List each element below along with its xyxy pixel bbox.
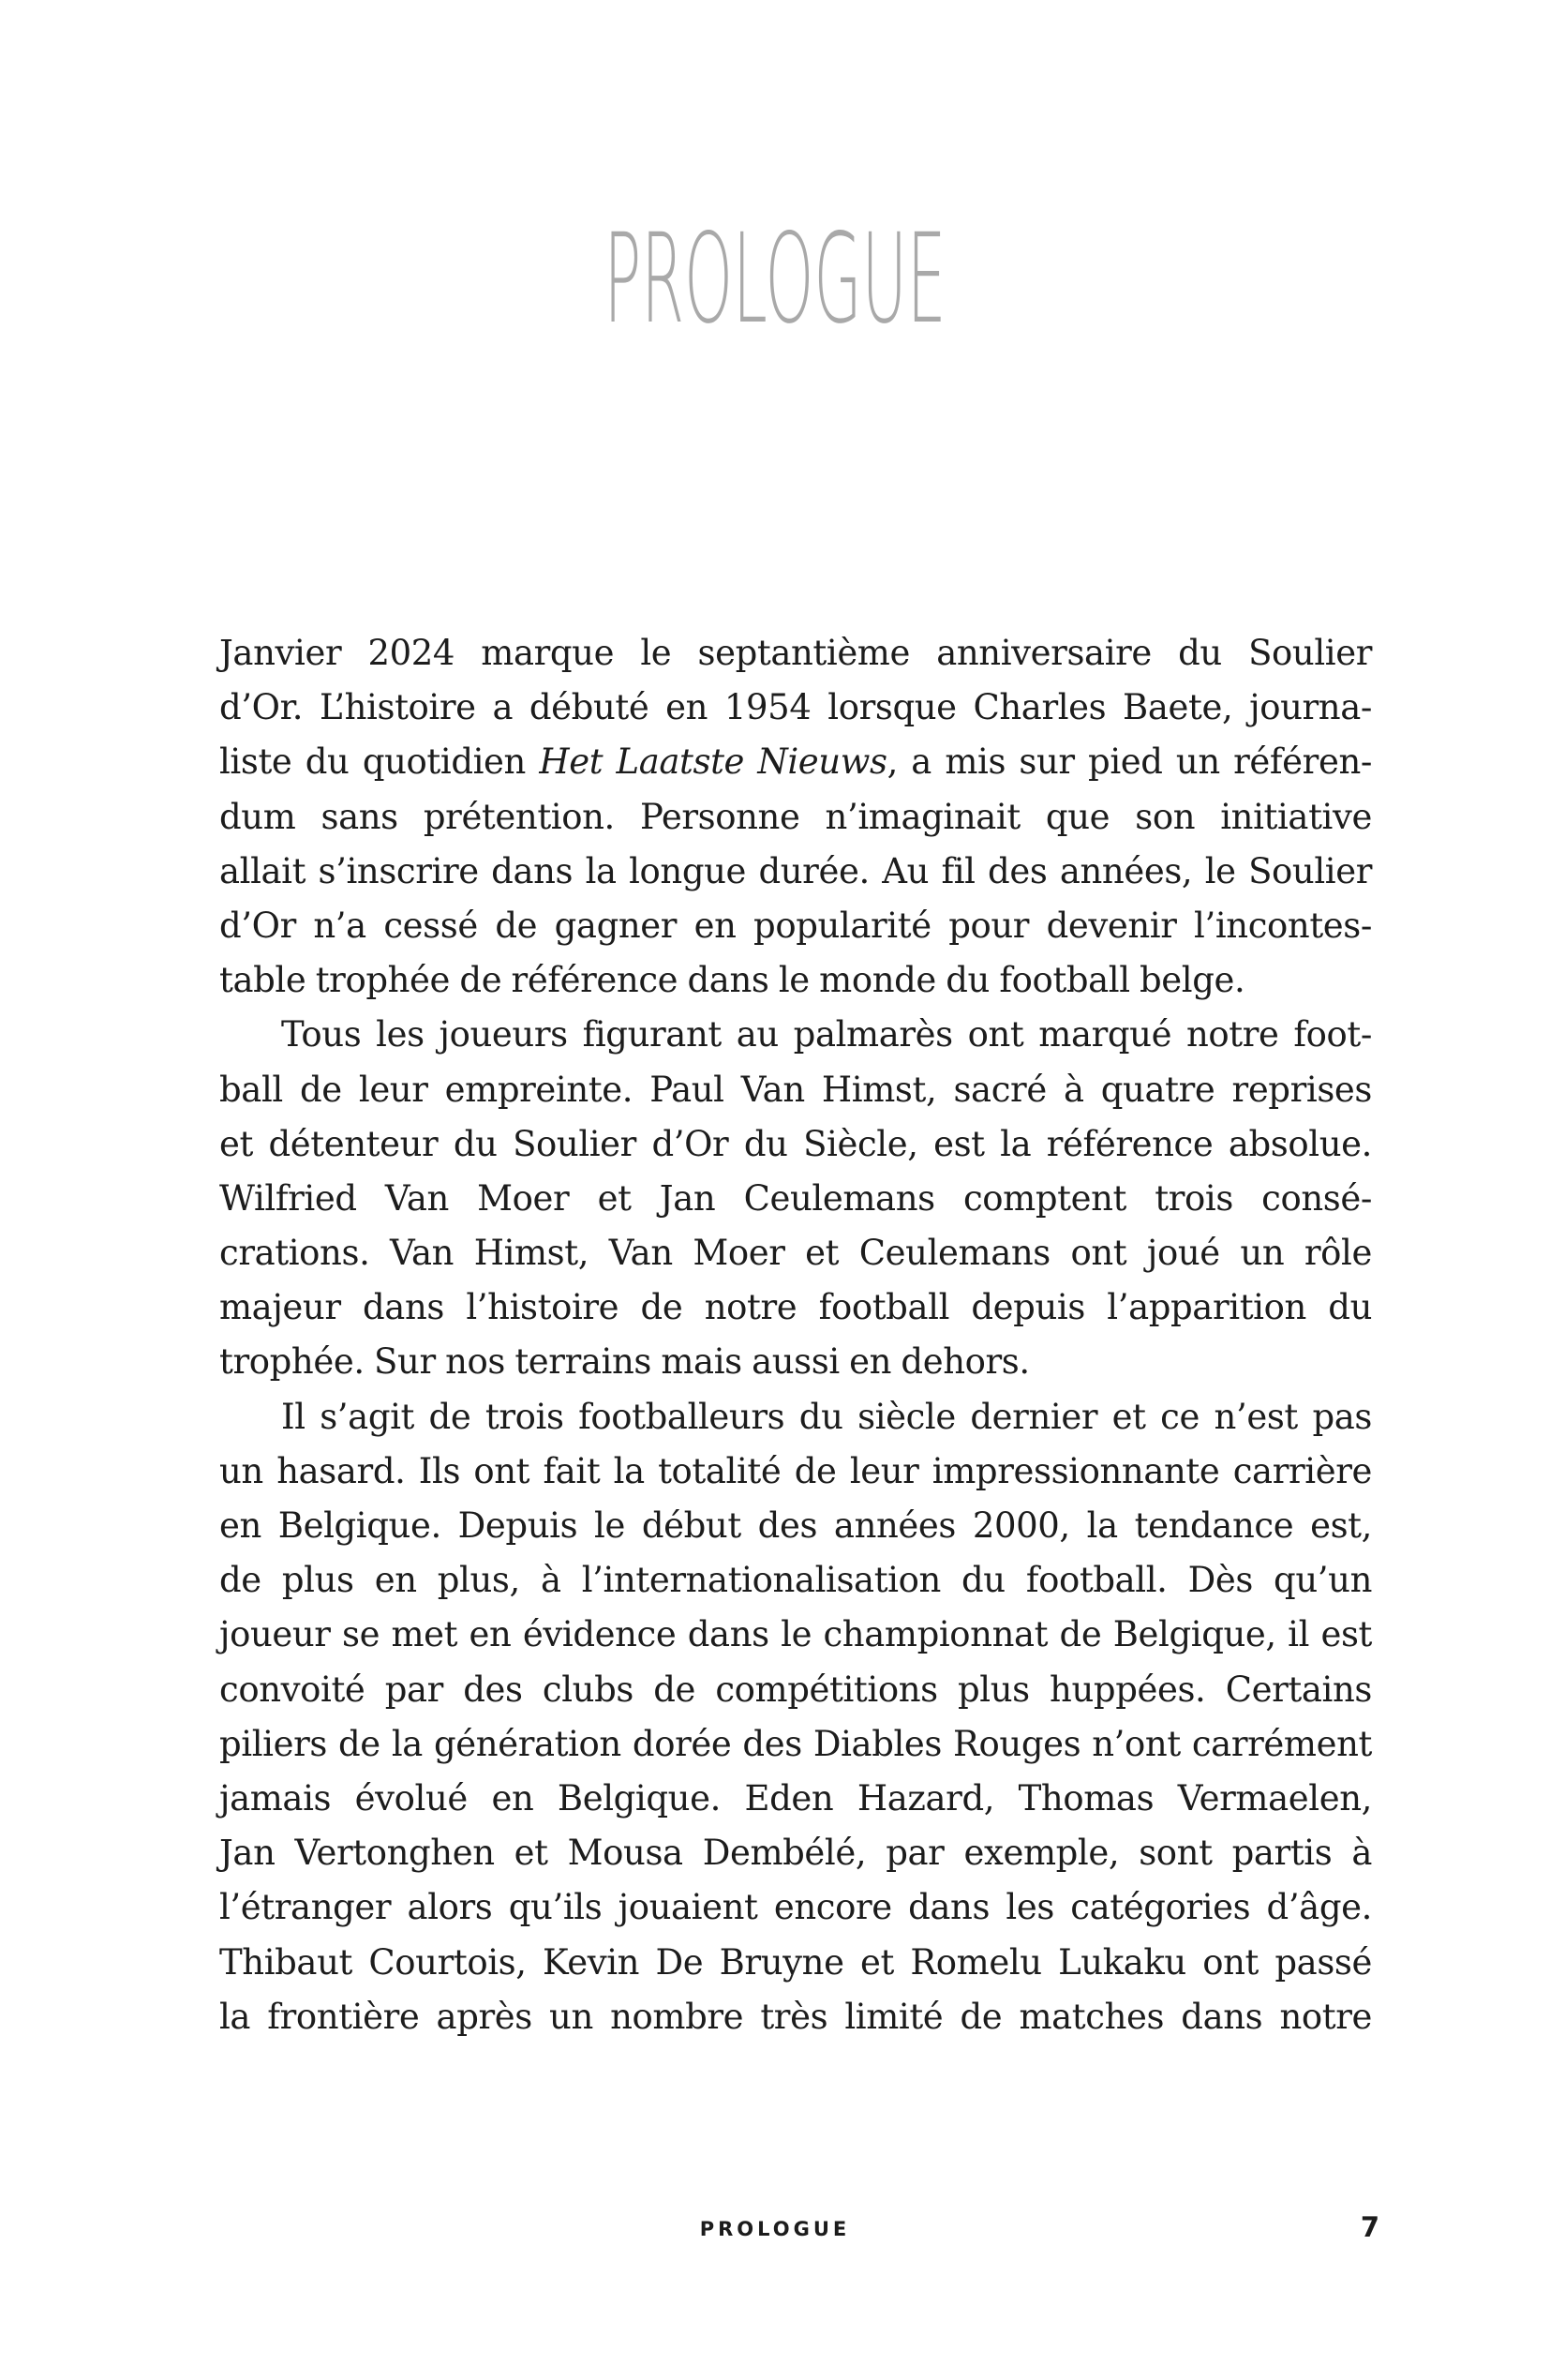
line-text: liste du quotidien: [219, 741, 540, 783]
paragraph-3-line: Il s’agit de trois footballeurs du siècle dernier et ce n’est pas: [281, 1396, 1372, 1437]
paragraph-3-line: l’étranger alors qu’ils jouaient encore dans les catégories d’âge.: [219, 1887, 1372, 1928]
page-number: 7: [1360, 2211, 1379, 2243]
running-footer-title: PROLOGUE: [699, 2218, 851, 2240]
paragraph-1-line: d’Or. L’histoire a débuté en 1954 lorsque Charles Baete, journa-: [219, 687, 1372, 728]
line-text: , a mis sur pied un référen-: [887, 741, 1372, 783]
paragraph-2-line: trophée. Sur nos terrains mais aussi en dehors.: [219, 1341, 1030, 1383]
paragraph-1-line: dum sans prétention. Personne n’imaginait que son initiative: [219, 796, 1372, 837]
body-text: [219, 626, 1372, 2044]
paragraph-2-line: Tous les joueurs figurant au palmarès ont marqué notre foot-: [281, 1014, 1372, 1055]
paragraph-3-line: Jan Vertonghen et Mousa Dembélé, par exemple, sont partis à: [219, 1833, 1372, 1874]
paragraph-3-line: convoité par des clubs de compétitions plus huppées. Certains: [219, 1669, 1372, 1710]
paragraph-1-line: table trophée de référence dans le monde du football belge.: [219, 960, 1245, 1001]
chapter-title: PROLOGUE: [604, 207, 946, 352]
paragraph-1-line: [219, 735, 1372, 789]
paragraph-3-line: jamais évolué en Belgique. Eden Hazard, Thomas Vermaelen,: [219, 1777, 1372, 1819]
paragraph-3-line: en Belgique. Depuis le début des années 2000, la tendance est,: [219, 1505, 1372, 1546]
paragraph-3-line: un hasard. Ils ont fait la totalité de leur impressionnante carrière: [219, 1450, 1372, 1491]
paragraph-1-line: allait s’inscrire dans la longue durée. Au fil des années, le Soulier: [219, 850, 1372, 891]
paragraph-2-line: majeur dans l’histoire de notre football depuis l’apparition du: [219, 1287, 1372, 1328]
paragraph-2-line: ball de leur empreinte. Paul Van Himst, sacré à quatre reprises: [219, 1069, 1372, 1110]
paragraph-1-line: d’Or n’a cessé de gagner en popularité pour devenir l’incontes-: [219, 905, 1372, 946]
paragraph-2-line: Wilfried Van Moer et Jan Ceulemans comptent trois consé-: [219, 1177, 1372, 1219]
paragraph-2-line: et détenteur du Soulier d’Or du Siècle, est la référence absolue.: [219, 1123, 1372, 1164]
paragraph-3-line: de plus en plus, à l’internationalisation du football. Dès qu’un: [219, 1560, 1372, 1601]
paragraph-3-line: la frontière après un nombre très limité de matches dans notre: [219, 1996, 1372, 2037]
paragraph-3-line: joueur se met en évidence dans le championnat de Belgique, il est: [219, 1614, 1372, 1655]
paragraph-1-line: Janvier 2024 marque le septantième anniversaire du Soulier: [219, 633, 1372, 673]
paragraph-2-line: crations. Van Himst, Van Moer et Ceulemans ont joué un rôle: [219, 1233, 1372, 1274]
newspaper-title: Het Laatste Nieuws: [539, 741, 887, 783]
paragraph-3-line: Thibaut Courtois, Kevin De Bruyne et Romelu Lukaku ont passé: [219, 1941, 1372, 1983]
paragraph-3-line: piliers de la génération dorée des Diables Rouges n’ont carrément: [219, 1723, 1372, 1764]
